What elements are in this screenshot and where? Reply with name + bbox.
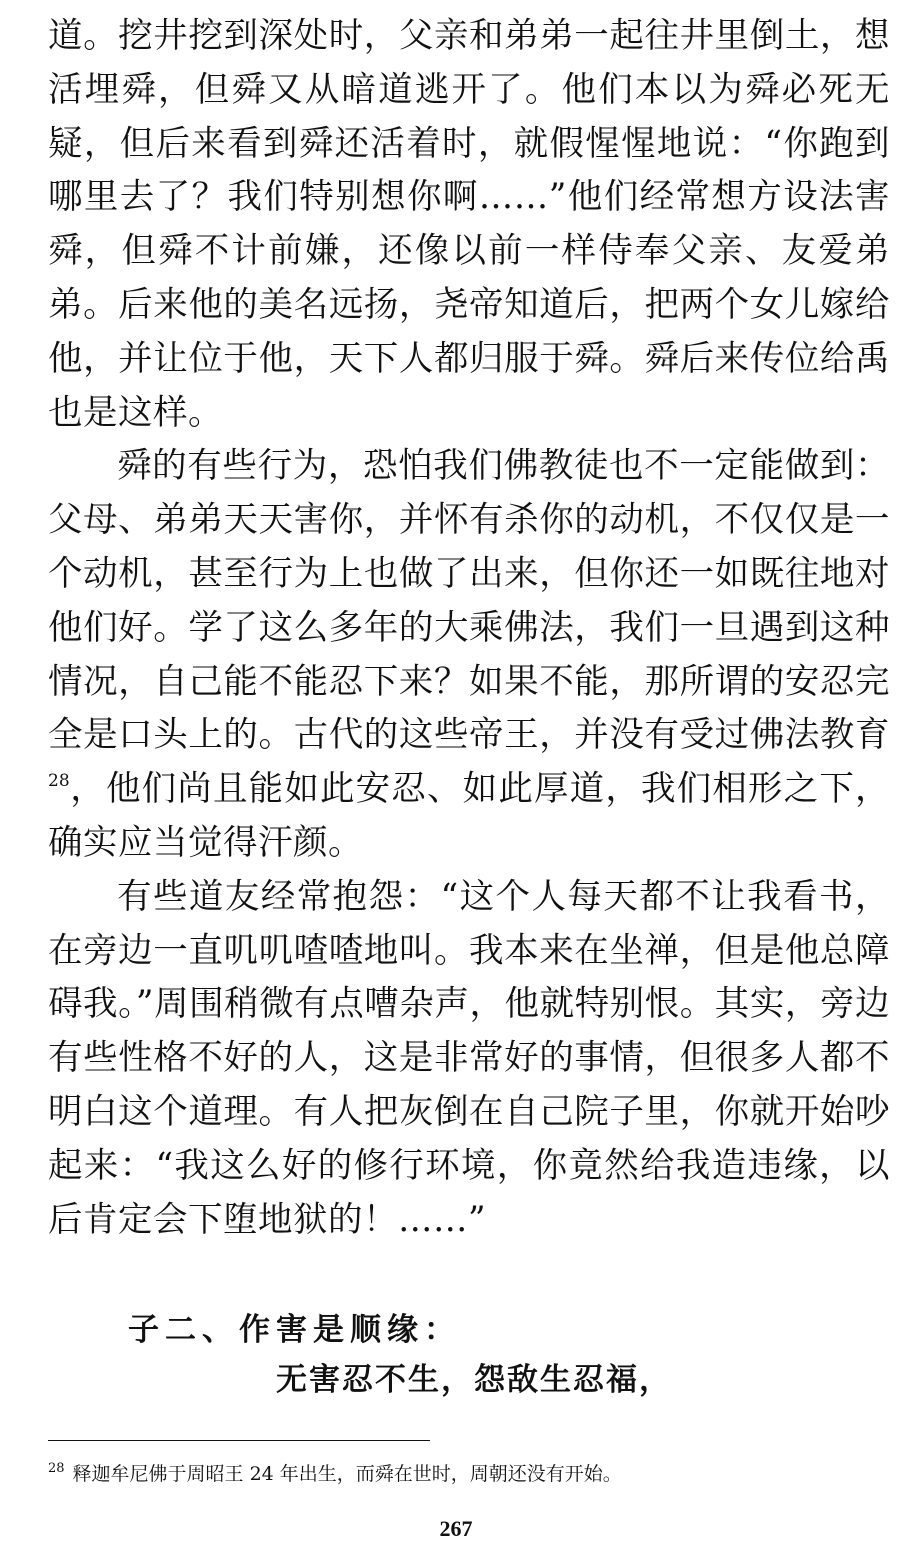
paragraph-patience-text-b: ，他们尚且能如此安忍、如此厚道，我们相形之下，确实应当觉得汗颜。	[48, 769, 890, 863]
footnote-reference-28[interactable]: 28	[48, 771, 70, 792]
footnote-28	[48, 1460, 890, 1488]
paragraph-shun-story: 道。挖井挖到深处时，父亲和弟弟一起往井里倒土，想活埋舜，但舜又从暗道逃开了。他们本以为舜必死无疑，但后来看到舜还活着时，就假惺惺地说：“你跑到哪里去了？我们特别想你啊……”他们经常想方设法害舜，但舜不计前嫌，还像以前一样侍奉父亲、友爱弟弟。后来他的美名远扬，尧帝知道后，把两个女儿嫁给他，并让位于他，天下人都归服于舜。舜后来传位给禹也是这样。	[48, 16, 890, 433]
verse-line: 无害忍不生，怨敌生忍福，	[276, 1362, 672, 1398]
paragraph-complaining-friends: 有些道友经常抱怨：“这个人每天都不让我看书，在旁边一直叽叽喳喳地叫。我本来在坐禅，但是他总障碍我。”周围稍微有点嘈杂声，他就特别恨。其实，旁边有些性格不好的人，这是非常好的事情，但很多人都不明白这个道理。有人把灰倒在自己院子里，你就开始吵起来：“我这么好的修行环境，你竟然给我造违缘，以后肯定会下堕地狱的！……”	[48, 876, 890, 1240]
page-number: 267	[439, 1516, 473, 1541]
footnote-text: 释迦牟尼佛于周昭王 24 年出生，而舜在世时，周朝还没有开始。	[72, 1463, 622, 1485]
paragraph-patience-reflection	[48, 440, 890, 870]
main-text-block	[48, 10, 890, 1247]
paragraph-patience-text-a: 舜的有些行为，恐怕我们佛教徒也不一定能做到：父母、弟弟天天害你，并怀有杀你的动机，不仅仅是一个动机，甚至行为上也做了出来，但你还一如既往地对他们好。学了这么多年的大乘佛法，我们一旦遇到这种情况，自己能不能忍下来？如果不能，那所谓的安忍完全是口头上的。古代的这些帝王，并没有受过佛法教育	[48, 446, 890, 756]
section-heading: 子二、作害是顺缘：	[128, 1312, 461, 1348]
footnote-mark: 28	[48, 1461, 65, 1476]
footnote-divider	[48, 1440, 430, 1441]
